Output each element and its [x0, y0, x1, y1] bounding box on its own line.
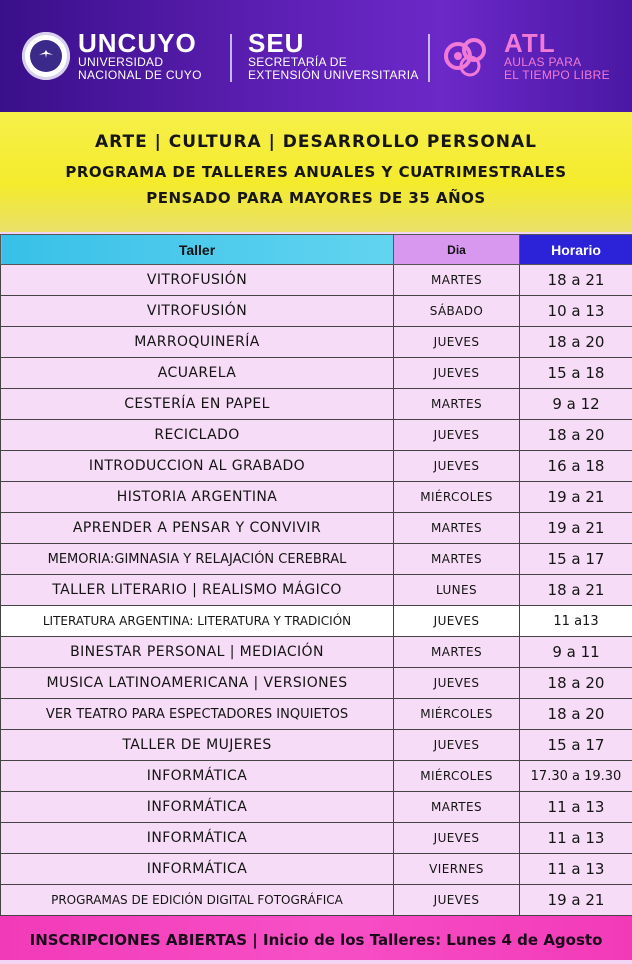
header-divider	[428, 34, 430, 82]
uncuyo-line1: UNIVERSIDAD	[78, 56, 202, 69]
horario-cell: 19 a 21	[520, 513, 632, 544]
table-row	[1, 730, 632, 761]
taller-cell: VITROFUSIÓN	[1, 296, 394, 327]
taller-cell: RECICLADO	[1, 420, 394, 451]
seu-line1: SECRETARÍA DE	[248, 56, 419, 69]
column-header-horario: Horario	[520, 235, 632, 265]
header-bar	[0, 0, 632, 112]
uncuyo-brand	[78, 30, 202, 82]
taller-cell: TALLER DE MUJERES	[1, 730, 394, 761]
seu-line2: EXTENSIÓN UNIVERSITARIA	[248, 69, 419, 82]
horario-cell: 19 a 21	[520, 482, 632, 513]
horario-cell: 17.30 a 19.30	[520, 761, 632, 792]
taller-cell: LITERATURA ARGENTINA: LITERATURA Y TRADICIÓN	[1, 606, 394, 637]
banner-audience: PENSADO PARA MAYORES DE 35 AÑOS	[0, 189, 632, 207]
workshop-schedule-table	[0, 234, 632, 916]
dia-cell: JUEVES	[394, 327, 520, 358]
table-row	[1, 389, 632, 420]
taller-cell: INFORMÁTICA	[1, 761, 394, 792]
atl-line2: EL TIEMPO LIBRE	[504, 69, 610, 82]
uncuyo-name: UNCUYO	[78, 30, 202, 56]
table-row	[1, 482, 632, 513]
horario-cell: 18 a 20	[520, 699, 632, 730]
dia-cell: JUEVES	[394, 451, 520, 482]
table-row	[1, 513, 632, 544]
dia-cell: MIÉRCOLES	[394, 482, 520, 513]
table-row	[1, 668, 632, 699]
table-row	[1, 792, 632, 823]
table-row	[1, 451, 632, 482]
table-row	[1, 637, 632, 668]
dia-cell: MARTES	[394, 544, 520, 575]
dia-cell: MIÉRCOLES	[394, 699, 520, 730]
table-row	[1, 575, 632, 606]
table-row	[1, 606, 632, 637]
seu-brand	[248, 30, 419, 82]
table-row	[1, 885, 632, 916]
dia-cell: MARTES	[394, 637, 520, 668]
dia-cell: JUEVES	[394, 823, 520, 854]
horario-cell: 11 a 13	[520, 854, 632, 885]
horario-cell: 10 a 13	[520, 296, 632, 327]
table-row	[1, 358, 632, 389]
taller-cell: VER TEATRO PARA ESPECTADORES INQUIETOS	[1, 699, 394, 730]
taller-cell: INFORMÁTICA	[1, 792, 394, 823]
dia-cell: MARTES	[394, 792, 520, 823]
taller-cell: PROGRAMAS DE EDICIÓN DIGITAL FOTOGRÁFICA	[1, 885, 394, 916]
table-row	[1, 296, 632, 327]
horario-cell: 16 a 18	[520, 451, 632, 482]
seu-name: SEU	[248, 30, 419, 56]
taller-cell: MUSICA LATINOAMERICANA | VERSIONES	[1, 668, 394, 699]
uncuyo-line2: NACIONAL DE CUYO	[78, 69, 202, 82]
horario-cell: 18 a 20	[520, 327, 632, 358]
table-row	[1, 265, 632, 296]
program-banner	[0, 112, 632, 232]
taller-cell: MEMORIA:GIMNASIA Y RELAJACIÓN CEREBRAL	[1, 544, 394, 575]
dia-cell: MARTES	[394, 513, 520, 544]
taller-cell: TALLER LITERARIO | REALISMO MÁGICO	[1, 575, 394, 606]
horario-cell: 18 a 20	[520, 420, 632, 451]
table-row	[1, 420, 632, 451]
header-divider	[230, 34, 232, 82]
dia-cell: VIERNES	[394, 854, 520, 885]
table-header-row	[1, 235, 632, 265]
taller-cell: INFORMÁTICA	[1, 854, 394, 885]
table-row	[1, 544, 632, 575]
dia-cell: MARTES	[394, 265, 520, 296]
taller-cell: APRENDER A PENSAR Y CONVIVIR	[1, 513, 394, 544]
taller-cell: INFORMÁTICA	[1, 823, 394, 854]
registration-footer	[0, 916, 632, 960]
horario-cell: 18 a 21	[520, 265, 632, 296]
dia-cell: JUEVES	[394, 668, 520, 699]
registration-text: INSCRIPCIONES ABIERTAS | Inicio de los Talleres: Lunes 4 de Agosto	[30, 931, 603, 949]
dia-cell: JUEVES	[394, 358, 520, 389]
uncuyo-seal-logo	[22, 32, 70, 80]
table-row	[1, 854, 632, 885]
taller-cell: INTRODUCCION AL GRABADO	[1, 451, 394, 482]
horario-cell: 15 a 17	[520, 544, 632, 575]
taller-cell: HISTORIA ARGENTINA	[1, 482, 394, 513]
table-row	[1, 699, 632, 730]
atl-swirl-logo	[440, 34, 494, 80]
dia-cell: JUEVES	[394, 420, 520, 451]
table-row	[1, 761, 632, 792]
dia-cell: JUEVES	[394, 885, 520, 916]
dia-cell: SÁBADO	[394, 296, 520, 327]
dia-cell: JUEVES	[394, 606, 520, 637]
taller-cell: MARROQUINERÍA	[1, 327, 394, 358]
banner-program-title: PROGRAMA DE TALLERES ANUALES Y CUATRIMESTRALES	[0, 163, 632, 181]
taller-cell: VITROFUSIÓN	[1, 265, 394, 296]
dia-cell: JUEVES	[394, 730, 520, 761]
horario-cell: 11 a 13	[520, 823, 632, 854]
horario-cell: 15 a 18	[520, 358, 632, 389]
table-row	[1, 327, 632, 358]
horario-cell: 11 a13	[520, 606, 632, 637]
taller-cell: CESTERÍA EN PAPEL	[1, 389, 394, 420]
horario-cell: 11 a 13	[520, 792, 632, 823]
dia-cell: LUNES	[394, 575, 520, 606]
column-header-taller: Taller	[1, 235, 394, 265]
column-header-dia: Dia	[394, 235, 520, 265]
condor-icon	[39, 50, 53, 58]
horario-cell: 19 a 21	[520, 885, 632, 916]
banner-categories: ARTE | CULTURA | DESARROLLO PERSONAL	[0, 132, 632, 152]
atl-line1: AULAS PARA	[504, 56, 610, 69]
horario-cell: 18 a 20	[520, 668, 632, 699]
horario-cell: 9 a 12	[520, 389, 632, 420]
table-row	[1, 823, 632, 854]
dia-cell: MARTES	[394, 389, 520, 420]
horario-cell: 9 a 11	[520, 637, 632, 668]
taller-cell: BINESTAR PERSONAL | MEDIACIÓN	[1, 637, 394, 668]
dia-cell: MIÉRCOLES	[394, 761, 520, 792]
horario-cell: 15 a 17	[520, 730, 632, 761]
horario-cell: 18 a 21	[520, 575, 632, 606]
atl-brand	[504, 30, 610, 82]
taller-cell: ACUARELA	[1, 358, 394, 389]
atl-name: ATL	[504, 30, 610, 56]
